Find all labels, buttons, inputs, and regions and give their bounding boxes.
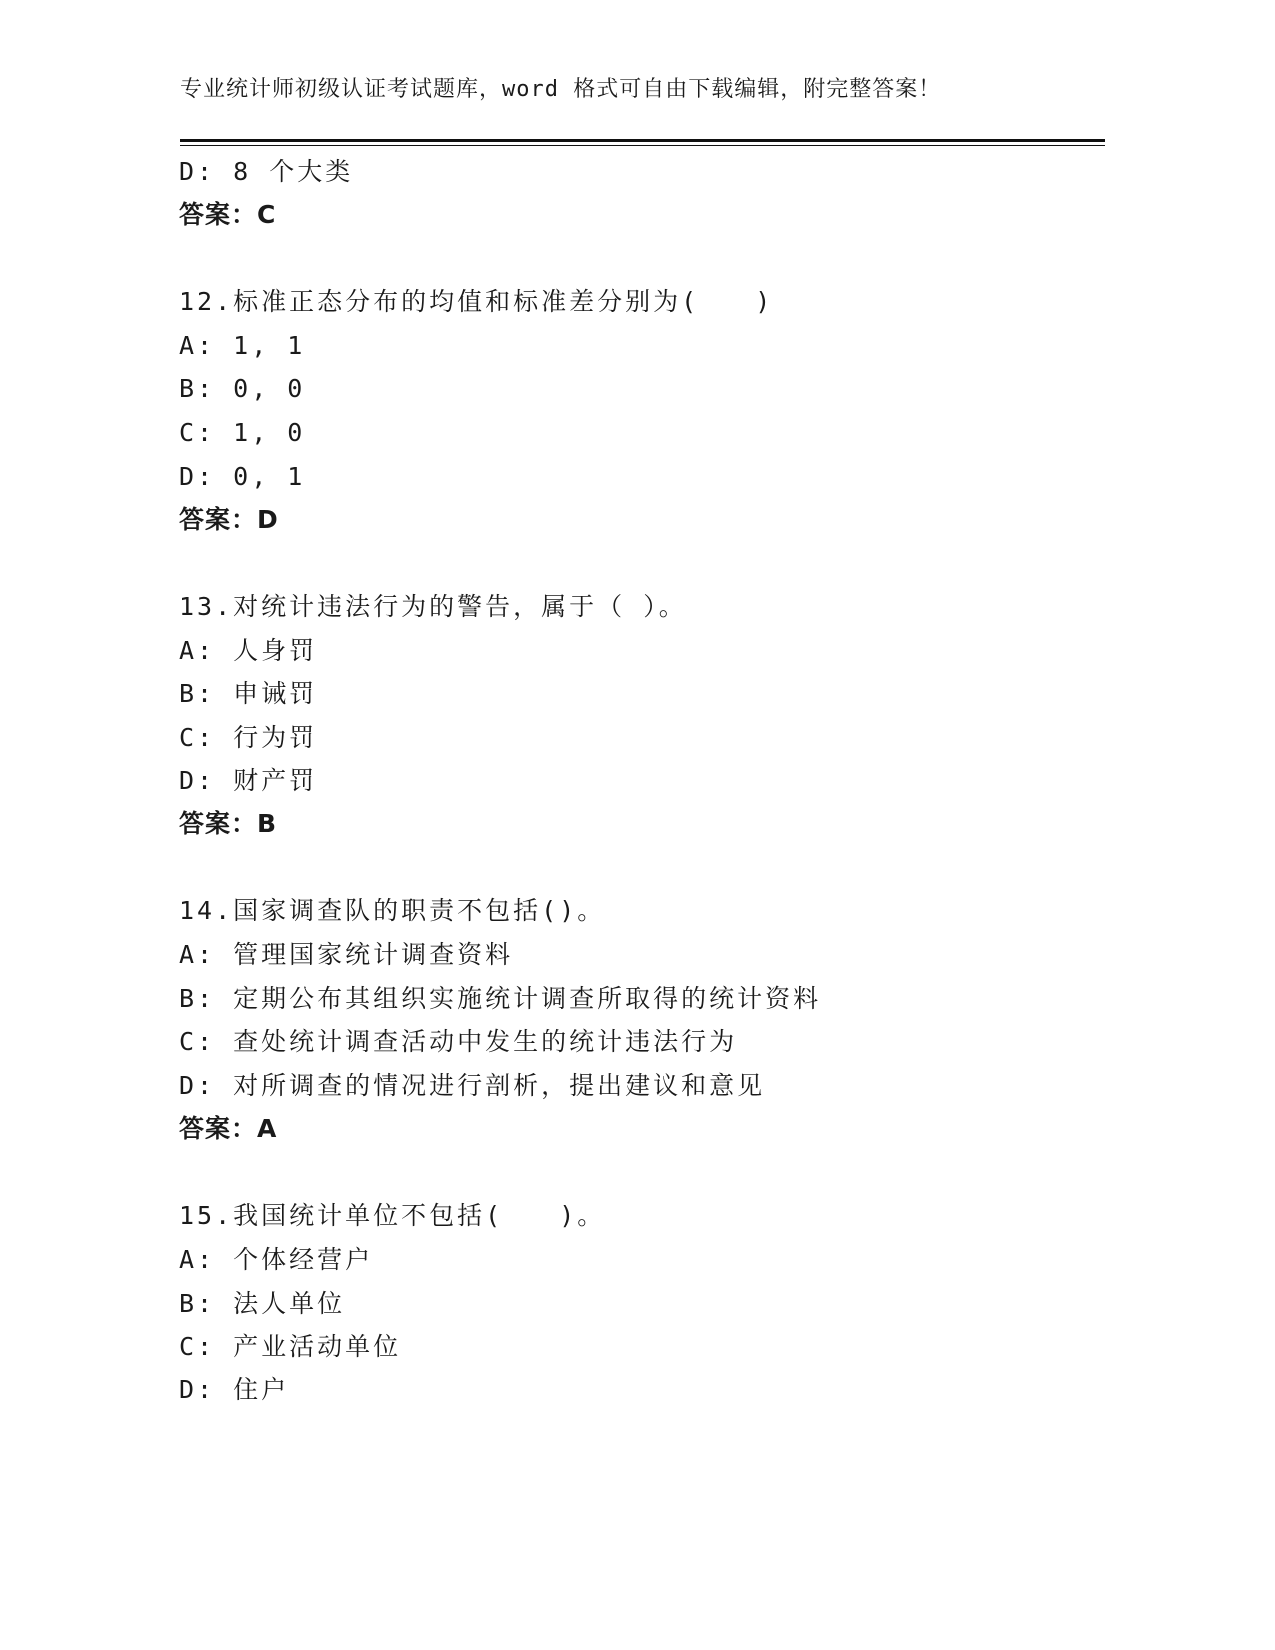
option-a: A: 1, 1 (179, 331, 306, 360)
question-stem: 13.对统计违法行为的警告，属于（ ）。 (179, 592, 687, 621)
question-stem: 15.我国统计单位不包括( )。 (179, 1201, 606, 1230)
option-c: C: 查处统计调查活动中发生的统计违法行为 (179, 1027, 738, 1056)
option-b: B: 法人单位 (179, 1289, 346, 1318)
answer: 答案：B (179, 809, 278, 838)
option-d: D: 财产罚 (179, 766, 318, 795)
option-c: C: 行为罚 (179, 723, 318, 752)
option-d: D: 对所调查的情况进行剖析，提出建议和意见 (179, 1071, 766, 1100)
option-b: B: 申诫罚 (179, 679, 318, 708)
page-header: 专业统计师初级认证考试题库，word 格式可自由下载编辑，附完整答案！ (180, 77, 942, 102)
question-stem: 12.标准正态分布的均值和标准差分别为( ) (179, 287, 774, 316)
option-c: C: 1, 0 (179, 418, 306, 447)
option-a: A: 人身罚 (179, 636, 318, 665)
option-a: A: 管理国家统计调查资料 (179, 940, 514, 969)
header-rule-thick (180, 139, 1105, 142)
option-b: B: 0, 0 (179, 374, 306, 403)
option-d: D: 0, 1 (179, 462, 306, 491)
question-stem: 14.国家调查队的职责不包括()。 (179, 896, 606, 925)
answer: 答案：C (179, 200, 277, 229)
answer: 答案：A (179, 1114, 278, 1143)
answer: 答案：D (179, 505, 279, 534)
option-b: B: 定期公布其组织实施统计调查所取得的统计资料 (179, 984, 822, 1013)
option-d: D: 住户 (179, 1375, 290, 1404)
option-a: A: 个体经营户 (179, 1245, 374, 1274)
option-c: C: 产业活动单位 (179, 1332, 402, 1361)
header-rule-thin (180, 145, 1105, 146)
option-d: D: 8 个大类 (179, 157, 354, 186)
